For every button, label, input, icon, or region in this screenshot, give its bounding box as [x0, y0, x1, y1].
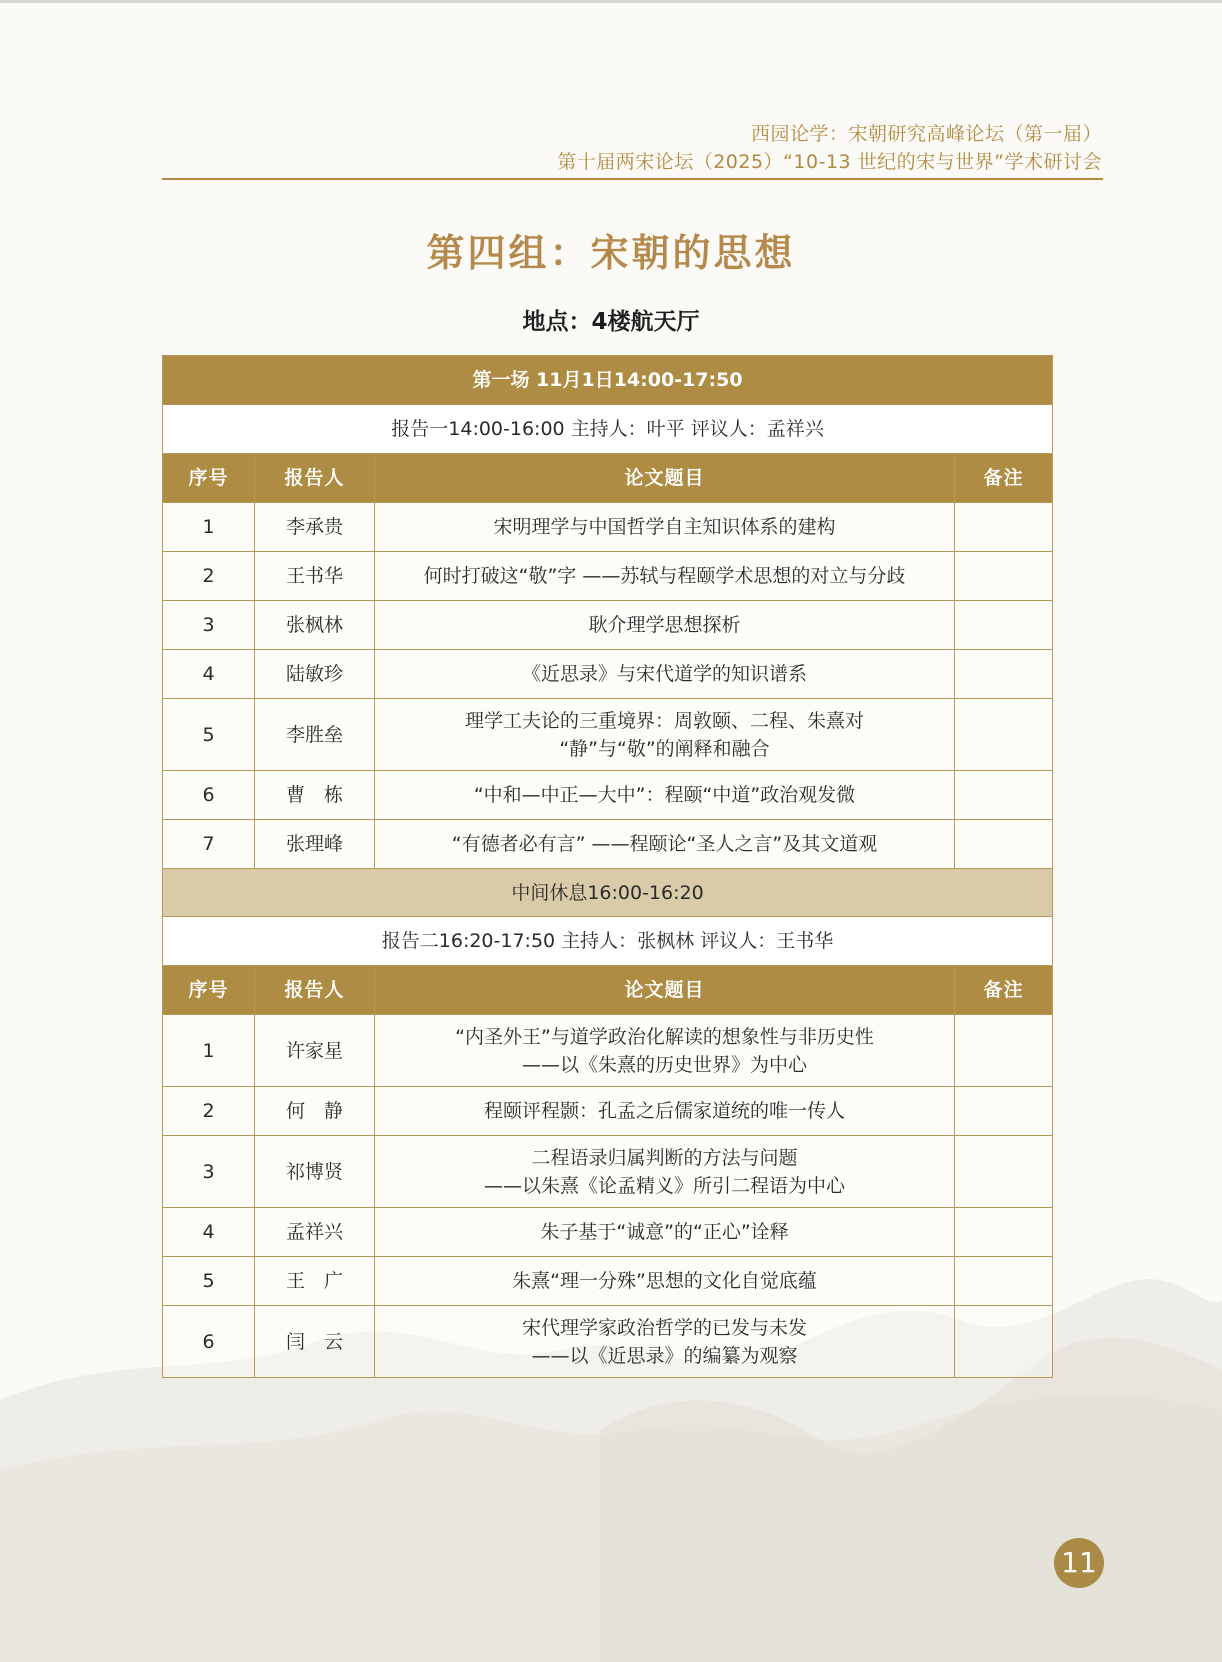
row-no: 5 — [163, 699, 255, 771]
row-speaker: 张理峰 — [255, 820, 375, 869]
top-border — [0, 0, 1222, 3]
row-no: 1 — [163, 1015, 255, 1087]
break-row — [163, 869, 1053, 917]
row-speaker: 陆敏珍 — [255, 650, 375, 699]
row-note — [955, 1208, 1053, 1257]
part2-header-row — [163, 966, 1053, 1015]
row-note — [955, 1087, 1053, 1136]
row-note — [955, 771, 1053, 820]
row-no: 4 — [163, 1208, 255, 1257]
part1-header-row — [163, 454, 1053, 503]
row-title — [375, 650, 955, 699]
row-title-line-1: 宋代理学家政治哲学的已发与未发 — [521, 1316, 807, 1339]
session-row — [163, 356, 1053, 405]
row-title-line-1: 朱子基于“诚意”的“正心”诠释 — [540, 1221, 789, 1243]
row-title-line-2: “静”与“敬”的阐释和融合 — [559, 737, 770, 760]
table-row — [163, 1015, 1053, 1087]
part2-info: 报告二16:20-17:50 主持人：张枫林 评议人：王书华 — [163, 917, 1053, 966]
row-speaker: 王书华 — [255, 552, 375, 601]
row-title-line-1: 二程语录归属判断的方法与问题 — [531, 1146, 798, 1169]
session-label: 第一场 11月1日14:00-17:50 — [163, 356, 1053, 405]
table-row — [163, 601, 1053, 650]
row-no: 2 — [163, 1087, 255, 1136]
schedule-table — [162, 355, 1053, 1378]
row-speaker: 孟祥兴 — [255, 1208, 375, 1257]
row-speaker: 李承贵 — [255, 503, 375, 552]
row-title-line-1: “中和—中正—大中”：程颐“中道”政治观发微 — [473, 784, 856, 806]
row-title — [375, 699, 955, 771]
row-note — [955, 1257, 1053, 1306]
row-speaker: 曹 栋 — [255, 771, 375, 820]
row-no: 3 — [163, 1136, 255, 1208]
row-note — [955, 650, 1053, 699]
table-row — [163, 1208, 1053, 1257]
row-title-line-2: ——以朱熹《论孟精义》所引二程语为中心 — [483, 1174, 845, 1197]
row-title — [375, 601, 955, 650]
row-title — [375, 1136, 955, 1208]
row-note — [955, 1136, 1053, 1208]
row-speaker: 许家星 — [255, 1015, 375, 1087]
row-title — [375, 1208, 955, 1257]
row-title-line-1: 耿介理学思想探析 — [588, 614, 741, 636]
table-row — [163, 699, 1053, 771]
row-note — [955, 601, 1053, 650]
location-label: 地点：4楼航天厅 — [522, 309, 700, 335]
row-note — [955, 699, 1053, 771]
row-no: 5 — [163, 1257, 255, 1306]
row-title-line-1: 程颐评程颢：孔孟之后儒家道统的唯一传人 — [483, 1100, 845, 1122]
column-header-note: 备注 — [955, 966, 1053, 1015]
row-no: 1 — [163, 503, 255, 552]
column-header-no: 序号 — [163, 966, 255, 1015]
row-title-line-1: “内圣外王”与道学政治化解读的想象性与非历史性 — [455, 1025, 874, 1048]
row-no: 4 — [163, 650, 255, 699]
row-speaker: 张枫林 — [255, 601, 375, 650]
row-note — [955, 1015, 1053, 1087]
part2-info-row — [163, 917, 1053, 966]
row-title-line-1: 理学工夫论的三重境界：周敦颐、二程、朱熹对 — [464, 709, 864, 732]
table-row — [163, 552, 1053, 601]
column-header-note: 备注 — [955, 454, 1053, 503]
break-label: 中间休息16:00-16:20 — [163, 869, 1053, 917]
page-title: 第四组：宋朝的思想 — [426, 231, 796, 275]
table-row — [163, 1257, 1053, 1306]
row-speaker: 何 静 — [255, 1087, 375, 1136]
row-title — [375, 552, 955, 601]
table-row — [163, 503, 1053, 552]
row-no: 3 — [163, 601, 255, 650]
column-header-no: 序号 — [163, 454, 255, 503]
part1-info: 报告一14:00-16:00 主持人：叶平 评议人：孟祥兴 — [163, 405, 1053, 454]
row-note — [955, 1306, 1053, 1378]
row-title — [375, 503, 955, 552]
row-title — [375, 1306, 955, 1378]
row-no: 6 — [163, 771, 255, 820]
column-header-speaker: 报告人 — [255, 966, 375, 1015]
row-title — [375, 1087, 955, 1136]
row-title — [375, 1015, 955, 1087]
row-title-line-2: ——以《朱熹的历史世界》为中心 — [521, 1053, 807, 1076]
row-speaker: 李胜垒 — [255, 699, 375, 771]
row-speaker: 闫 云 — [255, 1306, 375, 1378]
row-title-line-2: ——以《近思录》的编纂为观察 — [531, 1344, 798, 1367]
table-row — [163, 650, 1053, 699]
table-row — [163, 1087, 1053, 1136]
column-header-title: 论文题目 — [375, 454, 955, 503]
table-row — [163, 1306, 1053, 1378]
column-header-title: 论文题目 — [375, 966, 955, 1015]
row-speaker: 祁博贤 — [255, 1136, 375, 1208]
row-title-line-1: 何时打破这“敬”字 ——苏轼与程颐学术思想的对立与分歧 — [423, 565, 906, 587]
row-title — [375, 771, 955, 820]
row-note — [955, 552, 1053, 601]
page-number-badge: 11 — [1054, 1538, 1104, 1588]
row-title — [375, 820, 955, 869]
part1-info-row — [163, 405, 1053, 454]
row-no: 6 — [163, 1306, 255, 1378]
row-speaker: 王 广 — [255, 1257, 375, 1306]
header-line-2: 第十届两宋论坛（2025）“10-13 世纪的宋与世界”学术研讨会 — [557, 151, 1102, 173]
column-header-speaker: 报告人 — [255, 454, 375, 503]
row-no: 7 — [163, 820, 255, 869]
table-row — [163, 820, 1053, 869]
row-title — [375, 1257, 955, 1306]
table-row — [163, 1136, 1053, 1208]
row-note — [955, 503, 1053, 552]
row-note — [955, 820, 1053, 869]
header-rule — [162, 178, 1103, 180]
row-title-line-1: 《近思录》与宋代道学的知识谱系 — [521, 663, 807, 685]
row-no: 2 — [163, 552, 255, 601]
row-title-line-1: “有德者必有言” ——程颐论“圣人之言”及其文道观 — [451, 833, 878, 855]
row-title-line-1: 朱熹“理一分殊”思想的文化自觉底蕴 — [512, 1270, 817, 1292]
table-row — [163, 771, 1053, 820]
row-title-line-1: 宋明理学与中国哲学自主知识体系的建构 — [493, 516, 836, 538]
header-line-1: 西园论学：宋朝研究高峰论坛（第一届） — [750, 123, 1102, 145]
page-header — [557, 120, 1102, 176]
